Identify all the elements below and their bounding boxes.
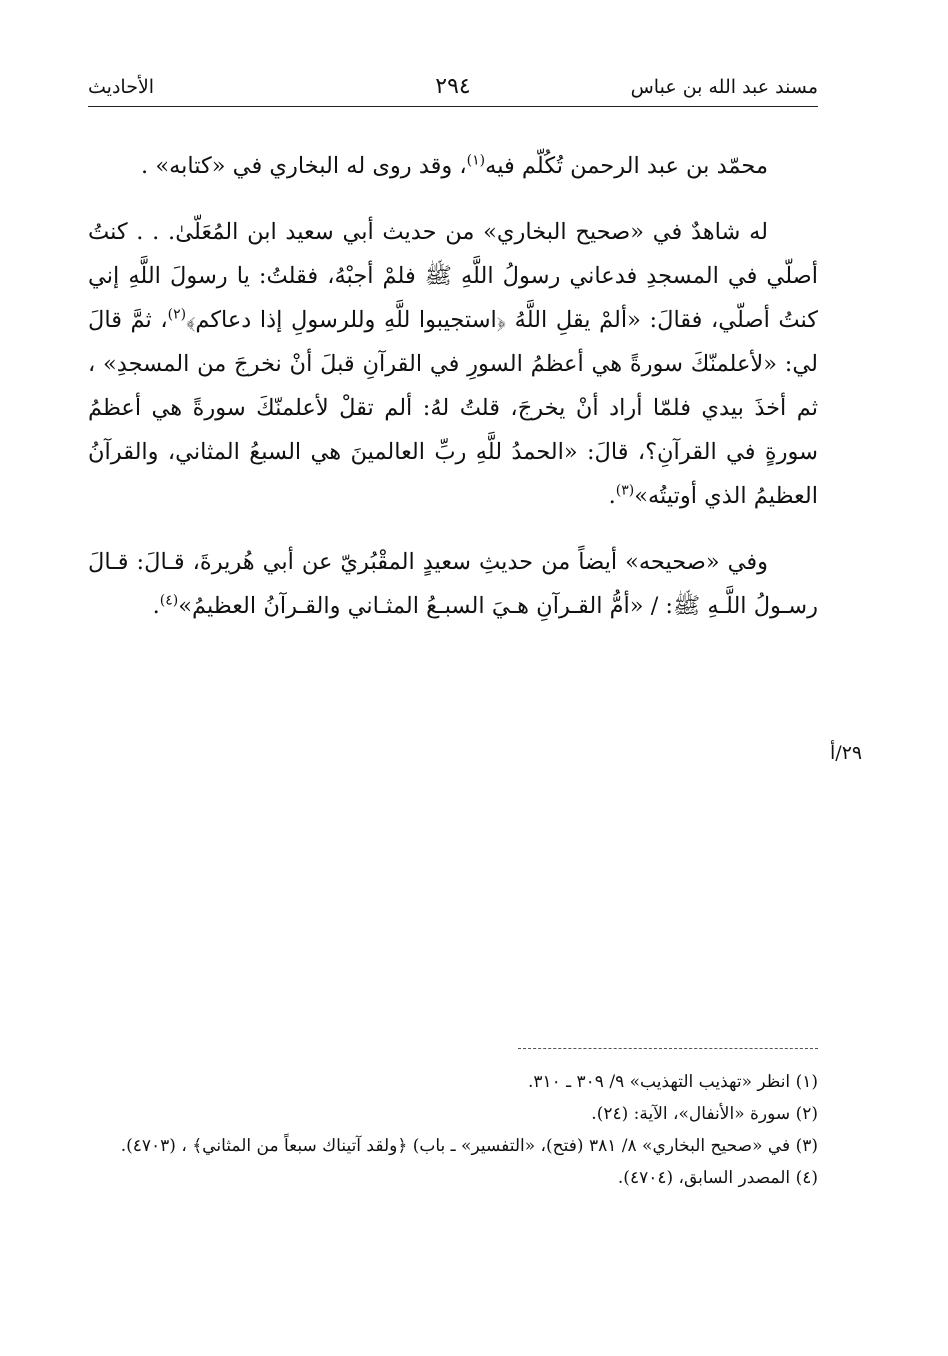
footnote-number: (٤) [795, 1168, 818, 1188]
header-rule [88, 106, 818, 107]
paragraph-2 [88, 210, 818, 518]
paragraph-2-text-b: ، ثمَّ قالَ لي: «لأعلمنّكَ سورةً هي أعظمُ السورِ في القرآنِ قبلَ أنْ نخرجَ من المسجدِ» ، ثم أخذَ بيدي فلمّا أراد أنْ يخرجَ، قلتُ لهُ: ألم تقلْ لأعلمنّكَ سورةً هي أعظمُ سورةٍ في القرآنِ؟، قالَ: «الحمدُ للَّهِ ربِّ العالمينَ هي السبعُ المثاني، والقرآنُ العظيمُ الذي أوتيتُه» [88, 307, 818, 509]
paragraph-2-end: . [608, 483, 616, 509]
footnote-ref-1: (١) [466, 152, 486, 169]
footnote-number: (٣) [795, 1136, 818, 1156]
book-title: مسند عبد الله بن عباس [630, 76, 818, 98]
section-title: الأحاديث [88, 76, 155, 98]
footnote-separator [518, 1048, 818, 1049]
footnote-3 [88, 1130, 818, 1162]
paragraph-3 [88, 540, 818, 628]
main-text [88, 144, 818, 628]
footnote-ref-2: (٢) [167, 306, 187, 323]
footnote-2 [88, 1098, 818, 1130]
paragraph-3-end: . [152, 593, 160, 619]
footnote-text: انظر «تهذيب التهذيب» ٩/ ٣٠٩ ـ ٣١٠. [527, 1072, 791, 1092]
manuscript-folio-marker: ٢٩/أ [830, 742, 863, 764]
footnote-number: (١) [795, 1072, 818, 1092]
footnote-4 [88, 1162, 818, 1194]
footnote-ref-3: (٣) [615, 482, 635, 499]
footnote-1 [88, 1066, 818, 1098]
paragraph-1-rest: ، وقد روى له البخاري في «كتابه» . [141, 153, 467, 179]
footnote-text: سورة «الأنفال»، الآية: (٢٤). [591, 1104, 791, 1124]
footnote-ref-4: (٤) [159, 592, 179, 609]
paragraph-1 [88, 144, 818, 188]
footnote-text: المصدر السابق، (٤٧٠٤). [617, 1168, 791, 1188]
footnotes [88, 1066, 818, 1194]
paragraph-1-text: محمّد بن عبد الرحمن تُكُلّم فيه [485, 153, 768, 179]
page-number: ٢٩٤ [435, 74, 471, 99]
page-header [88, 74, 818, 114]
footnote-number: (٢) [795, 1104, 818, 1124]
paragraph-2-text-a: له شاهدٌ في «صحيح البخاري» من حديث أبي سعيد ابن المُعَلّىٰ. . . كنتُ أصلّي في المسجدِ فدعاني رسولُ اللَّهِ ﷺ فلمْ أجبْهُ، فقلتُ: يا رسولَ اللَّهِ إني كنتُ أصلّي، فقالَ: «ألمْ يقلِ اللَّهُ ﴿استجيبوا للَّهِ وللرسولِ إذا دعاكم﴾ [88, 219, 819, 333]
paragraph-3-text: وفي «صحيحه» أيضاً من حديثِ سعيدٍ المقْبُريّ عن أبي هُريرةَ، قـالَ: قـالَ رسـولُ اللَّـهِ ﷺ: / «أمُّ القـرآنِ هـيَ السبـعُ المثـاني والقـرآنُ العظيمُ» [88, 549, 818, 619]
footnote-text: في «صحيح البخاري» ٨/ ٣٨١ (فتح)، «التفسير» ـ باب) ﴿ولقد آتيناك سبعاً من المثاني﴾ ، (٤٧٠٣). [120, 1136, 791, 1156]
